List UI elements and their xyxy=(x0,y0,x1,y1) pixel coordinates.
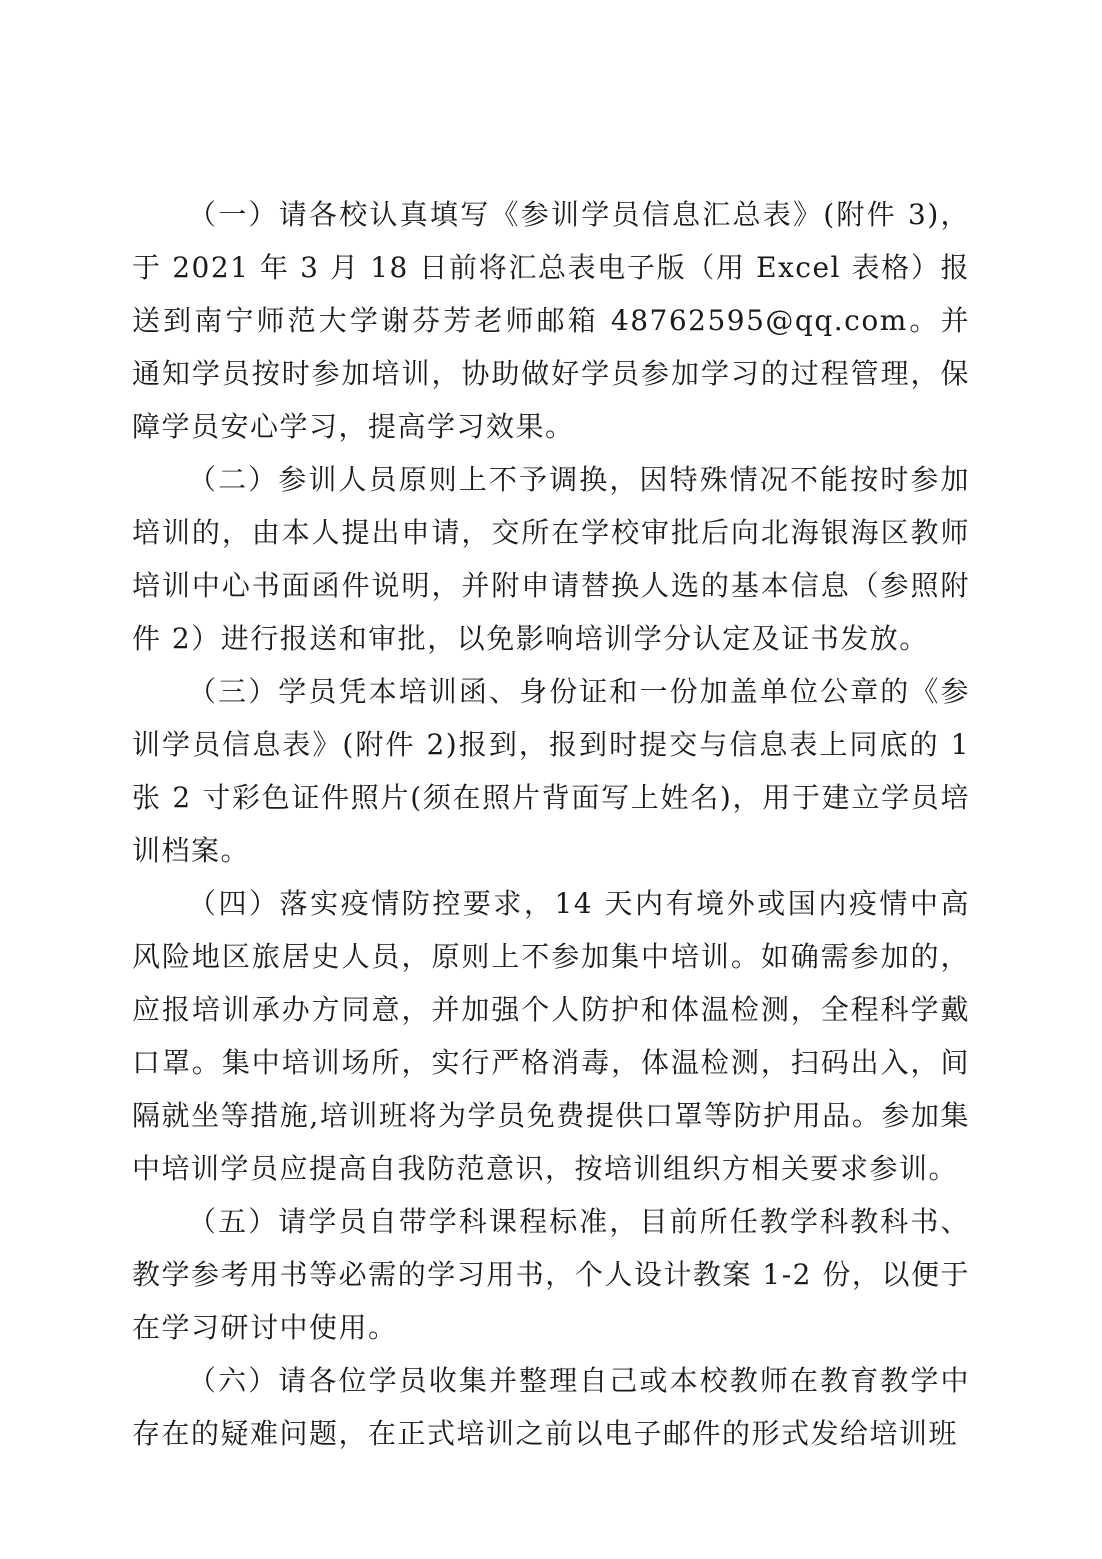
paragraph-6: （六）请各位学员收集并整理自己或本校教师在教育教学中存在的疑难问题，在正式培训之前以电子邮件的形式发给培训班 xyxy=(132,1364,970,1450)
paragraph-3: （三）学员凭本培训函、身份证和一份加盖单位公章的《参训学员信息表》(附件 2)报到，报到时提交与信息表上同底的 1 张 2 寸彩色证件照片(须在照片背面写上姓名)，用于建立学员培训档案。 xyxy=(132,675,970,867)
paragraph-1: （一）请各校认真填写《参训学员信息汇总表》(附件 3)， 于 2021 年 3 月 18 日前将汇总表电子版（用 Excel 表格）报送到南宁师范大学谢芬芳老师邮箱 48762595@qq.com。并通知学员按时参加培训，协助做好学员参加学习的过程管理，保障学员安心学习，提高学习效果。 xyxy=(132,198,970,443)
paragraph-4: （四）落实疫情防控要求，14 天内有境外或国内疫情中高风险地区旅居史人员，原则上不参加集中培训。如确需参加的，应报培训承办方同意，并加强个人防护和体温检测，全程科学戴口罩。集中培训场所，实行严格消毒，体温检测，扫码出入，间隔就坐等措施,培训班将为学员免费提供口罩等防护用品。参加集中培训学员应提高自我防范意识，按培训组织方相关要求参训。 xyxy=(132,887,970,1185)
document-body xyxy=(132,188,970,1460)
paragraph-5: （五）请学员自带学科课程标准，目前所任教学科教科书、教学参考用书等必需的学习用书，个人设计教案 1-2 份，以便于在学习研讨中使用。 xyxy=(132,1205,970,1344)
paragraph-2: （二）参训人员原则上不予调换，因特殊情况不能按时参加培训的，由本人提出申请，交所在学校审批后向北海银海区教师培训中心书面函件说明，并附申请替换人选的基本信息（参照附件 2）进行报送和审批，以免影响培训学分认定及证书发放。 xyxy=(132,463,970,655)
